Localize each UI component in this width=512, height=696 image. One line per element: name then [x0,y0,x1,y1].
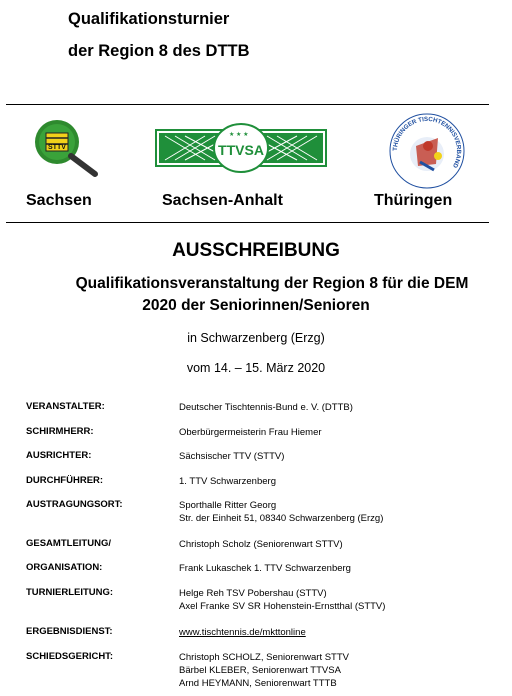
results-link[interactable]: www.tischtennis.de/mkttonline [179,627,306,638]
sachsen-logo-text: STTV [48,144,66,151]
detail-label: AUSRICHTER: [26,450,92,461]
ttvsa-logo [155,122,327,174]
event-location: in Schwarzenberg (Erzg) [187,331,325,345]
detail-value: Sächsischer TTV (STTV) [179,451,285,462]
detail-value: Christoph Scholz (Seniorenwart STTV) [179,539,343,550]
detail-label: VERANSTALTER: [26,401,105,412]
region-thueringen: Thüringen [374,192,453,209]
thueringen-logo [388,112,466,190]
detail-value: Christoph SCHOLZ, Seniorenwart STTV [179,652,350,663]
detail-value: Helge Reh TSV Pobershau (STTV) [179,588,327,599]
detail-label: DURCHFÜHRER: [26,475,104,486]
subtitle-line-2: 2020 der Seniorinnen/Senioren [142,297,370,314]
detail-value: Frank Lukaschek 1. TTV Schwarzenberg [179,563,351,574]
divider-top [6,104,489,105]
detail-label: ORGANISATION: [26,562,103,573]
detail-label: ERGEBNISDIENST: [26,626,113,637]
detail-value: Bärbel KLEBER, Seniorenwart TTVSA [179,665,341,676]
detail-label: SCHIRMHERR: [26,426,94,437]
region-sachsen-anhalt: Sachsen-Anhalt [162,192,283,209]
header-line-1: Qualifikationsturnier [68,10,230,28]
detail-value: Sporthalle Ritter Georg [179,500,277,511]
event-date: vom 14. – 15. März 2020 [186,361,326,375]
detail-value: Arnd HEYMANN, Seniorenwart TTTB [179,678,337,689]
region-sachsen: Sachsen [26,192,92,209]
detail-label: TURNIERLEITUNG: [26,587,114,598]
header-line-2: der Region 8 des DTTB [68,42,250,60]
divider-middle [6,222,489,223]
detail-value: Axel Franke SV SR Hohenstein-Ernstthal (STTV) [179,601,386,612]
detail-label: GESAMTLEITUNG/ [26,538,111,549]
detail-value: Deutscher Tischtennis-Bund e. V. (DTTB) [179,402,353,413]
detail-label: AUSTRAGUNGSORT: [26,499,123,510]
sachsen-logo [33,118,103,180]
thueringen-logo-text: THÜRINGER TISCHTENNISVERBAND [391,115,463,169]
svg-text:★ ★ ★: ★ ★ ★ [229,132,249,138]
document-title: AUSSCHREIBUNG [172,240,340,261]
detail-value: Str. der Einheit 51, 08340 Schwarzenberg (Erzg) [179,513,384,524]
subtitle-line-1: Qualifikationsveranstaltung der Region 8 für die DEM [75,275,469,292]
detail-value: Oberbürgermeisterin Frau Hiemer [179,427,322,438]
detail-value: 1. TTV Schwarzenberg [179,476,276,487]
ttvsa-logo-text: TTVSA [218,142,264,158]
detail-label: SCHIEDSGERICHT: [26,651,114,662]
